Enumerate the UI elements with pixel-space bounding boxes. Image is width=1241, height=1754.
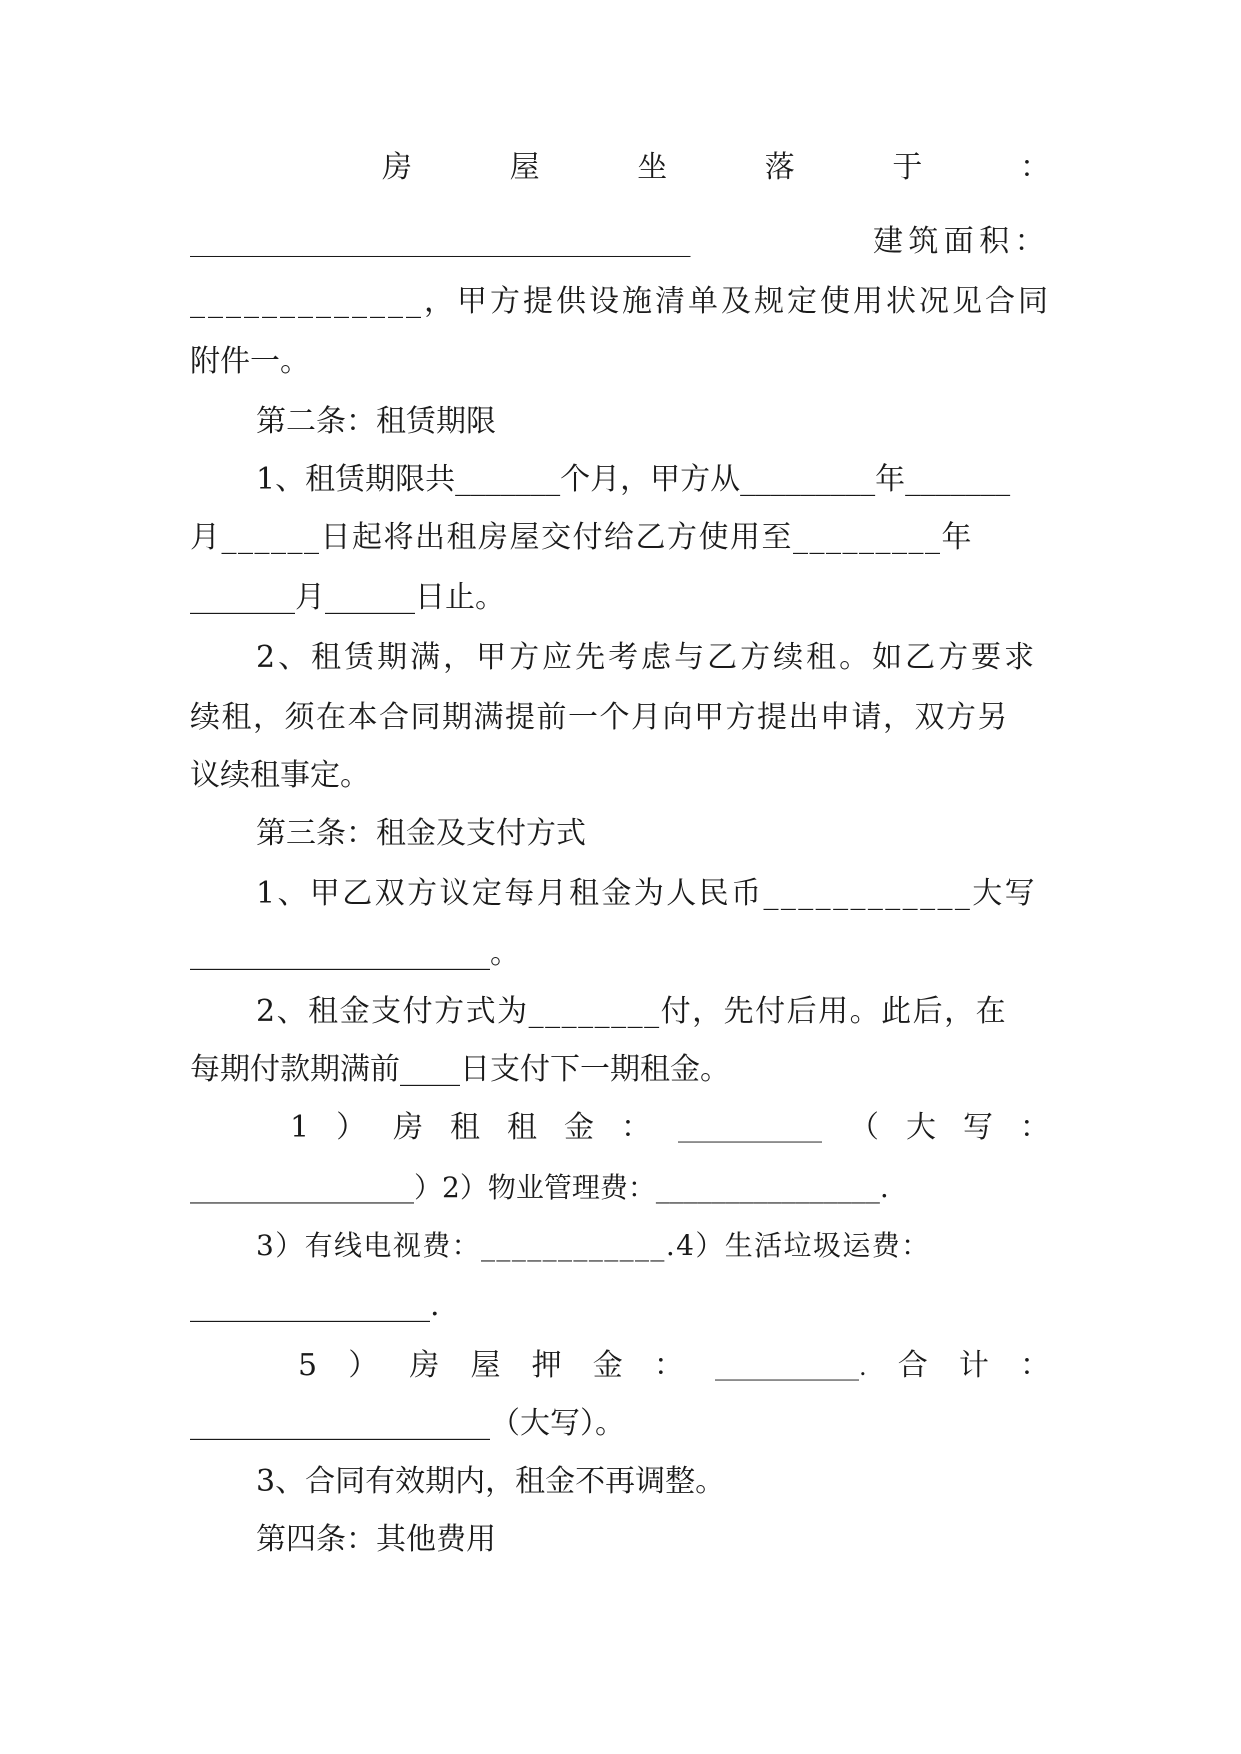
location-line xyxy=(382,148,1050,188)
char: （ xyxy=(848,1110,879,1145)
address-blank-line xyxy=(190,222,1050,262)
char: 合 xyxy=(897,1348,928,1383)
char: ： xyxy=(1019,1348,1050,1383)
char: ） xyxy=(336,1110,367,1145)
char: 坐 xyxy=(637,150,668,185)
term-line-3: _______月______日止。 xyxy=(190,580,505,615)
char: 租 xyxy=(450,1110,481,1145)
facilities-line: _____________，甲方提供设施清单及规定使用状况见合同 xyxy=(190,284,1051,319)
char: ： xyxy=(621,1110,651,1145)
char: 写 xyxy=(962,1110,993,1145)
char: 大 xyxy=(905,1110,936,1145)
address-blank: ________________________________________ xyxy=(190,228,690,258)
char: 房 xyxy=(382,150,412,185)
management-fee-line: ________________）2）物业管理费：________________. xyxy=(190,1171,889,1204)
char: ： xyxy=(653,1348,684,1383)
rent-amount-text: 1、甲乙双方议定每月租金为人民币____________大写 xyxy=(256,876,1038,911)
tv-fee-line xyxy=(256,1226,1050,1266)
renewal-line-1: 2、租赁期满，甲方应先考虑与乙方续租。如乙方要求 xyxy=(256,640,1038,675)
payment-line-1: 2、租金支付方式为________付，先付后用。此后，在 xyxy=(256,994,1008,1029)
term-line-2: 月______日起将出租房屋交付给乙方使用至_________年 xyxy=(190,520,973,555)
char: 于 xyxy=(892,150,923,185)
char: 金 xyxy=(592,1348,623,1383)
no-adjust-line: 3、合同有效期内，租金不再调整。 xyxy=(256,1464,726,1499)
total-words-line: ____________________（大写）。 xyxy=(190,1406,625,1441)
char: 5 xyxy=(298,1348,318,1383)
payment-line-2: 每期付款期满前____日支付下一期租金。 xyxy=(190,1052,730,1087)
area-label: 建筑面积： xyxy=(873,224,1050,259)
term-text: 1、租赁期限共_______个月，甲方从_________年_______ xyxy=(256,462,1011,497)
char: ： xyxy=(1019,150,1050,185)
char: 屋 xyxy=(470,1348,501,1383)
char: 计 xyxy=(958,1348,989,1383)
char: 落 xyxy=(764,150,795,185)
char: 金 xyxy=(564,1110,595,1145)
rent-item-line xyxy=(290,1108,1050,1148)
article-4-heading: 第四条：其他费用 xyxy=(256,1522,496,1557)
blank: ____________ xyxy=(677,1115,822,1143)
attachment-line: 附件一。 xyxy=(190,344,310,379)
renewal-line-3: 议续租事定。 xyxy=(190,758,370,793)
blank: ____________. xyxy=(714,1353,867,1381)
char: 房 xyxy=(393,1110,424,1145)
deposit-line xyxy=(298,1346,1050,1386)
rent-words-line: ____________________。 xyxy=(190,936,520,971)
renewal-line-2: 续租，须在本合同期满提前一个月向甲方提出申请，双方另 xyxy=(190,700,1009,735)
garbage-fee-line: ________________. xyxy=(190,1288,440,1323)
term-line-1 xyxy=(256,460,1050,500)
char: 房 xyxy=(409,1348,440,1383)
article-2-heading: 第二条：租赁期限 xyxy=(256,404,496,439)
char: 租 xyxy=(507,1110,538,1145)
char: 1 xyxy=(290,1110,310,1145)
char: 屋 xyxy=(509,150,540,185)
char: ） xyxy=(348,1348,379,1383)
rent-amount-line xyxy=(256,874,1050,914)
article-3-heading: 第三条：租金及支付方式 xyxy=(256,816,586,851)
tv-fee-text: 3）有线电视费：____________.4）生活垃圾运费： xyxy=(256,1229,931,1262)
char: ： xyxy=(1019,1110,1050,1145)
char: 押 xyxy=(531,1348,562,1383)
